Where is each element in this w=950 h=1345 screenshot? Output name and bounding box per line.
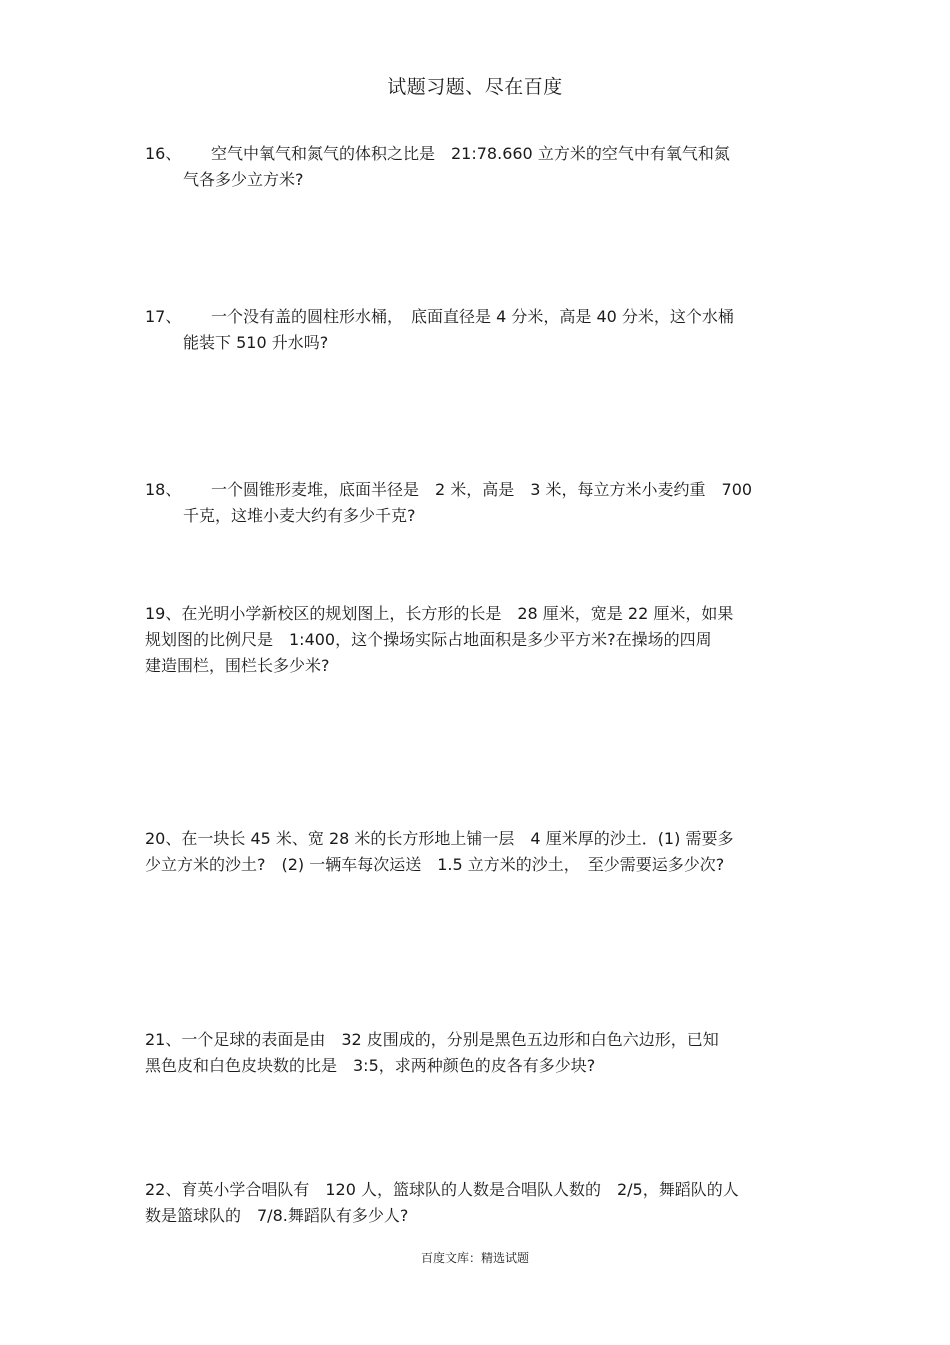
question-17 xyxy=(145,304,815,356)
question-text: 气各多少立方米? xyxy=(183,170,304,189)
question-number: 17、 xyxy=(145,307,182,326)
question-number: 18、 xyxy=(145,480,182,499)
question-22 xyxy=(145,1177,815,1229)
question-16 xyxy=(145,141,815,193)
question-text: 建造围栏，围栏长多少米? xyxy=(145,656,330,675)
question-21 xyxy=(145,1027,815,1079)
page-title: 试题习题、尽在百度 xyxy=(387,76,563,98)
question-text: 黑色皮和白色皮块数的比是 3:5，求两种颜色的皮各有多少块? xyxy=(145,1056,596,1075)
question-text: 规划图的比例尺是 1:400，这个操场实际占地面积是多少平方米?在操场的四周 xyxy=(145,630,712,649)
question-number: 16、 xyxy=(145,144,182,163)
question-text: 22、育英小学合唱队有 120 人，篮球队的人数是合唱队人数的 2/5，舞蹈队的人 xyxy=(145,1180,739,1199)
question-text: 少立方米的沙土? (2) 一辆车每次运送 1.5 立方米的沙土， 至少需要运多少次? xyxy=(145,855,725,874)
question-text: 一个没有盖的圆柱形水桶， 底面直径是 4 分米，高是 40 分米，这个水桶 xyxy=(211,307,734,326)
question-text: 20、在一块长 45 米、宽 28 米的长方形地上铺一层 4 厘米厚的沙土．(1) 需要多 xyxy=(145,829,734,848)
question-text: 数是篮球队的 7/8.舞蹈队有多少人? xyxy=(145,1206,409,1225)
page-footer: 百度文库：精选试题 xyxy=(420,1251,529,1265)
question-text: 19、在光明小学新校区的规划图上，长方形的长是 28 厘米，宽是 22 厘米，如果 xyxy=(145,604,734,623)
question-text: 空气中氧气和氮气的体积之比是 21:78.660 立方米的空气中有氧气和氮 xyxy=(211,144,730,163)
question-text: 一个圆锥形麦堆，底面半径是 2 米，高是 3 米，每立方米小麦约重 700 xyxy=(211,480,753,499)
question-text: 21、一个足球的表面是由 32 皮围成的，分别是黑色五边形和白色六边形，已知 xyxy=(145,1030,719,1049)
question-text: 能装下 510 升水吗? xyxy=(183,333,329,352)
question-text: 千克，这堆小麦大约有多少千克? xyxy=(183,506,416,525)
question-19 xyxy=(145,601,815,679)
question-20 xyxy=(145,826,815,878)
question-18 xyxy=(145,477,815,529)
